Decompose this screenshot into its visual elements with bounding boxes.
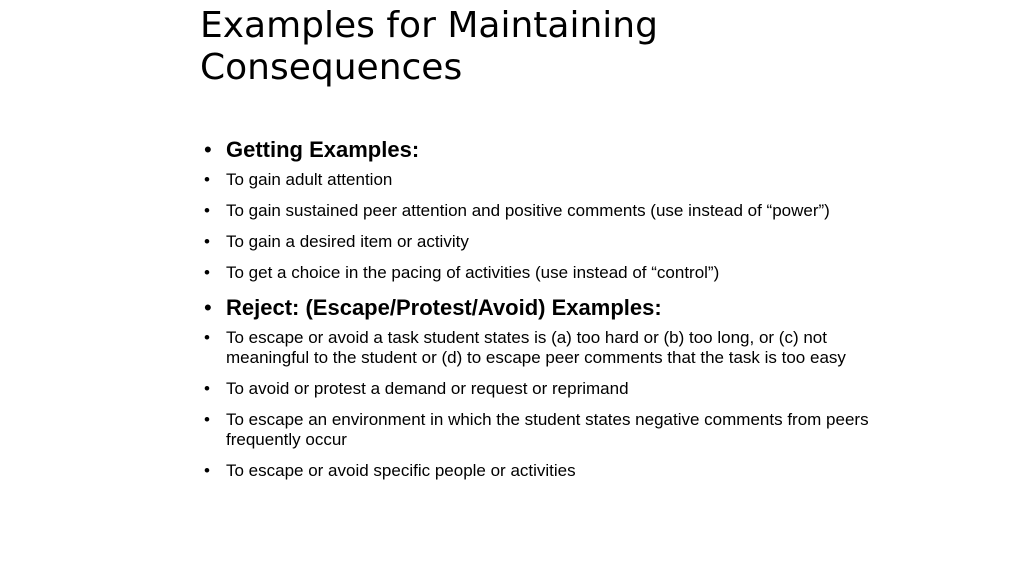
bullet-text: To gain sustained peer attention and positive comments (use instead of “power”) bbox=[226, 201, 830, 220]
bullet-item bbox=[204, 379, 894, 399]
slide-title: Examples for Maintaining Consequences bbox=[200, 5, 658, 88]
bullet-text: To gain adult attention bbox=[226, 170, 393, 189]
bullet-dot: • bbox=[204, 263, 210, 282]
bullet-item bbox=[204, 170, 894, 190]
bullet-text: Reject: (Escape/Protest/Avoid) Examples: bbox=[226, 295, 662, 320]
bullet-text: To get a choice in the pacing of activities (use instead of “control”) bbox=[226, 263, 720, 282]
bullet-getting-examples-heading bbox=[204, 136, 894, 164]
bullet-list bbox=[204, 136, 894, 492]
bullet-text: To avoid or protest a demand or request or reprimand bbox=[226, 379, 629, 398]
bullet-reject-examples-heading bbox=[204, 294, 894, 322]
bullet-dot: • bbox=[204, 201, 210, 220]
bullet-text: Getting Examples: bbox=[226, 137, 420, 162]
bullet-dot: • bbox=[204, 328, 210, 347]
bullet-item bbox=[204, 328, 894, 368]
bullet-text: To gain a desired item or activity bbox=[226, 232, 469, 251]
bullet-dot: • bbox=[204, 170, 210, 189]
bullet-item bbox=[204, 263, 894, 283]
bullet-dot: • bbox=[204, 295, 212, 320]
bullet-item bbox=[204, 232, 894, 252]
bullet-item bbox=[204, 461, 894, 481]
bullet-text: To escape or avoid specific people or activities bbox=[226, 461, 576, 480]
bullet-dot: • bbox=[204, 379, 210, 398]
bullet-dot: • bbox=[204, 461, 210, 480]
bullet-dot: • bbox=[204, 232, 210, 251]
bullet-text: To escape or avoid a task student states is (a) too hard or (b) too long, or (c) not meaningful to the student or (d) to escape peer comments that the task is too easy bbox=[226, 328, 846, 367]
bullet-dot: • bbox=[204, 137, 212, 162]
bullet-item bbox=[204, 201, 894, 221]
bullet-item bbox=[204, 410, 894, 450]
bullet-text: To escape an environment in which the student states negative comments from peers frequently occur bbox=[226, 410, 869, 449]
bullet-dot: • bbox=[204, 410, 210, 429]
